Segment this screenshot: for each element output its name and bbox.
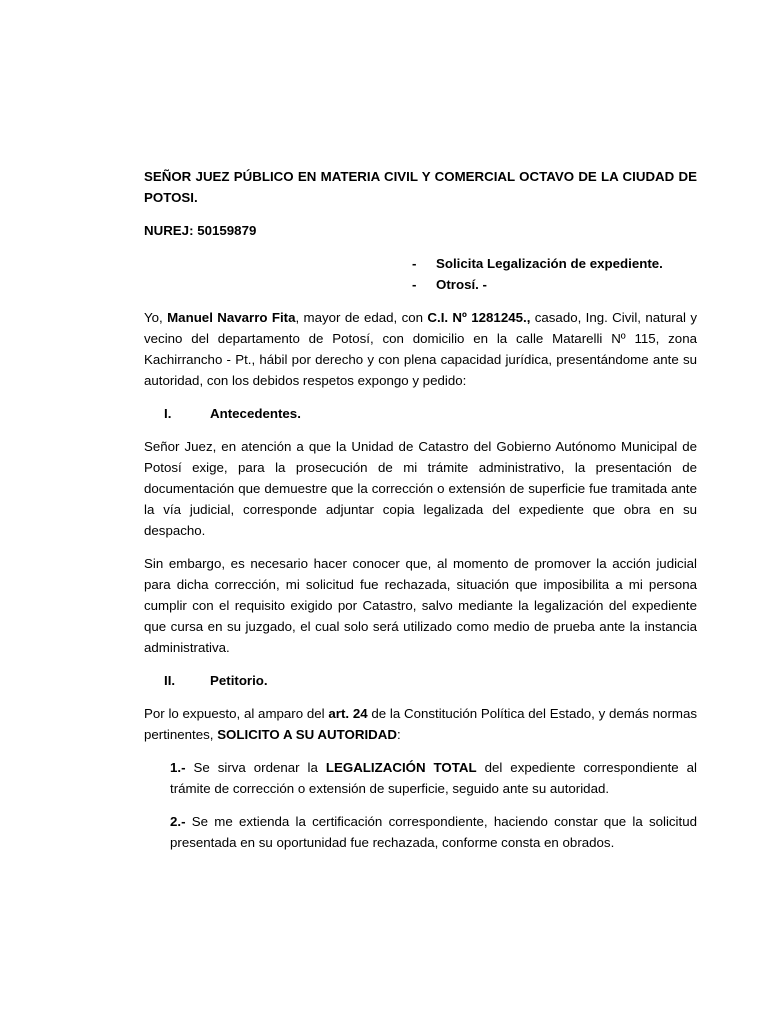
antecedentes-paragraph: Señor Juez, en atención a que la Unidad de Catastro del Gobierno Autónomo Municipal de Potosí exige, para la prosecución de mi trámite administrativo, la presentación de documentación que demuestre que la corrección o extensión de superficie fue tramitada ante la vía judicial, corresponde adjuntar copia legalizada del expediente que obra en su despacho. [144,439,697,538]
nurej-number: NUREJ: 50159879 [144,223,257,238]
section-title: Petitorio. [210,673,268,688]
petitorio-text-2: de la Constitución Política del Estado, y demás normas pertinentes, [144,706,697,742]
section-heading-petitorio [164,670,697,691]
item-text: Se me extienda la certificación correspondiente, haciendo constar que la solicitud presentada en su oportunidad fue rechazada, conforme consta en obrados. [170,814,697,850]
antecedentes-paragraph: Sin embargo, es necesario hacer conocer que, al momento de promover la acción judicial para dicha corrección, mi solicitud fue rechazada, situación que imposibilita a mi persona cumplir con el requisito exigido por Catastro, salvo mediante la legalización del expediente que cursa en su juzgado, el cual solo será utilizado como medio de prueba ante la instancia administrativa. [144,556,697,655]
petitioner-name: Manuel Navarro Fita [167,310,296,325]
solicito-phrase: SOLICITO A SU AUTORIDAD [217,727,397,742]
article-reference: art. 24 [328,706,368,721]
section-heading-antecedentes [164,403,697,424]
intro-text-1: Yo, [144,310,168,325]
item-number: 2.- [170,814,186,829]
item-emphasis: LEGALIZACIÓN TOTAL [325,760,477,775]
document-body [144,166,697,865]
section-number: II. [164,673,176,688]
request-text: Solicita Legalización de expediente. [436,256,663,271]
petitioner-ci: C.I. Nº 1281245., [427,310,531,325]
intro-text-2: , mayor de edad, con [295,310,428,325]
item-text: Se sirva ordenar la [185,760,326,775]
request-line [412,253,697,274]
petition-item [170,811,697,853]
request-dash: - [412,256,417,271]
item-number: 1.- [170,760,186,775]
request-summary [412,253,697,295]
request-dash: - [412,277,417,292]
petition-item [170,757,697,799]
petitorio-paragraph [144,703,697,745]
intro-text-3: casado, Ing. Civil, natural y vecino del departamento de Potosí, con domicilio en la calle Matarelli Nº 115, zona Kachirrancho - Pt., hábil por derecho y con plena capacidad jurídica, presentándome ante su autoridad, con los debidos respetos expongo y pedido: [144,310,697,388]
section-number: I. [164,406,172,421]
petitorio-text-3: : [396,727,401,742]
intro-paragraph [144,307,697,391]
section-title: Antecedentes. [210,406,301,421]
court-heading: SEÑOR JUEZ PÚBLICO EN MATERIA CIVIL Y COMERCIAL OCTAVO DE LA CIUDAD DE POTOSI. [144,169,697,205]
request-line [412,274,697,295]
request-text: Otrosí. - [436,277,487,292]
item-text-end: del expediente correspondiente al trámite de corrección o extensión de superficie, seguido ante su autoridad. [170,760,697,796]
petitorio-text-1: Por lo expuesto, al amparo del [144,706,329,721]
